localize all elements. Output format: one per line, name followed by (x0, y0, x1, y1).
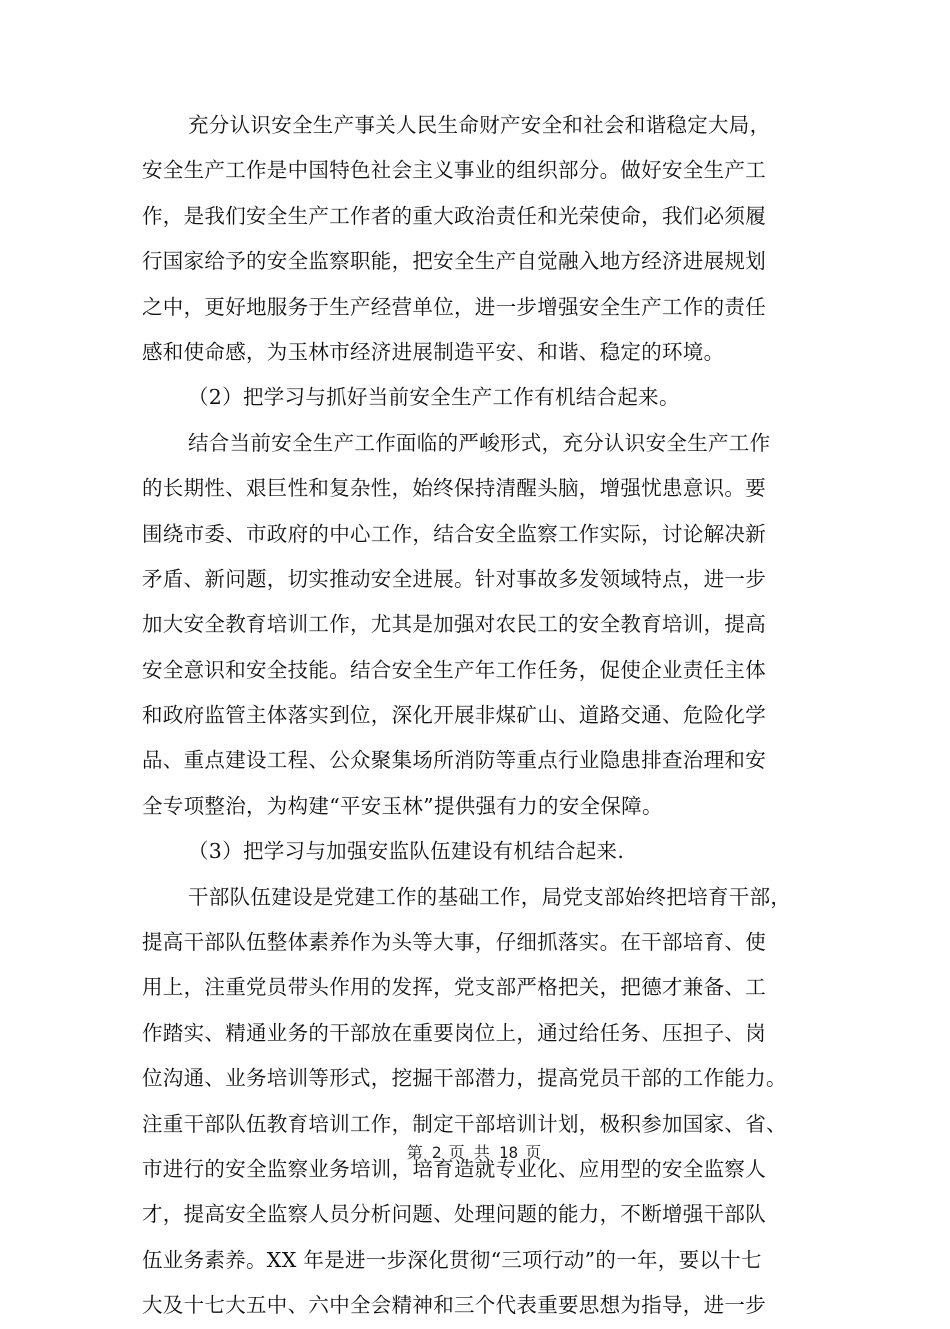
text-line: 位沟通、业务培训等形式，挖掘干部潜力，提高党员干部的工作能力。 (142, 1066, 787, 1091)
text-line: 市进行的安全监察业务培训，培育造就专业化、应用型的安全监察人 (142, 1156, 766, 1181)
text-line: 感和使命感，为玉林市经济进展制造平安、和谐、稳定的环境。 (142, 339, 725, 364)
text-line: 伍业务素养。XX 年是进一步深化贯彻“三项行动”的一年，要以十七 (142, 1247, 762, 1272)
text-line: 品、重点建设工程、公众聚集场所消防等重点行业隐患排查治理和安 (142, 748, 766, 773)
text-line: 作，是我们安全生产工作者的重大政治责任和光荣使命，我们必须履 (142, 203, 766, 228)
text-line: 加大安全教育培训工作，尤其是加强对农民工的安全教育培训，提高 (142, 612, 766, 637)
text-line: 提高干部队伍整体素养作为头等大事，仔细抓落实。在干部培育、使 (142, 930, 766, 955)
text-line: 全专项整治，为构建“平安玉林”提供强有力的安全保障。 (142, 793, 663, 818)
text-line: 安全意识和安全技能。结合安全生产年工作任务，促使企业责任主体 (142, 657, 766, 682)
text-line: （3）把学习与加强安监队伍建设有机结合起来. (188, 839, 625, 864)
footer-middle: 页 共 (448, 1143, 492, 1162)
text-line: 行国家给予的安全监察职能，把安全生产自觉融入地方经济进展规划 (142, 249, 766, 274)
text-line: 矛盾、新问题，切实推动安全进展。针对事故多发领域特点，进一步 (142, 566, 766, 591)
text-line: 和政府监管主体落实到位，深化开展非煤矿山、道路交通、危险化学 (142, 703, 766, 728)
text-line: 安全生产工作是中国特色社会主义事业的组织部分。做好安全生产工 (142, 158, 766, 183)
text-line: 注重干部队伍教育培训工作，制定干部培训计划，极积参加国家、省、 (142, 1111, 787, 1136)
text-line: 的长期性、艰巨性和复杂性，始终保持清醒头脑，增强忧患意识。要 (142, 476, 766, 501)
footer-prefix: 第 (406, 1143, 425, 1162)
text-line: 结合当前安全生产工作面临的严峻形式，充分认识安全生产工作 (188, 430, 771, 455)
footer-total-pages: 18 (498, 1143, 519, 1162)
footer-suffix: 页 (525, 1143, 544, 1162)
text-line: 之中，更好地服务于生产经营单位，进一步增强安全生产工作的责任 (142, 294, 766, 319)
text-line: 大及十七大五中、六中全会精神和三个代表重要思想为指导，进一步 (142, 1293, 766, 1318)
page-footer (0, 1140, 950, 1163)
text-line: 才，提高安全监察人员分析问题、处理问题的能力，不断增强干部队 (142, 1202, 766, 1227)
text-line: 作踏实、精通业务的干部放在重要岗位上，通过给任务、压担子、岗 (142, 1020, 766, 1045)
text-line: 干部队伍建设是党建工作的基础工作，局党支部始终把培育干部， (188, 884, 792, 909)
text-line: （2）把学习与抓好当前安全生产工作有机结合起来。 (188, 385, 680, 410)
text-line: 充分认识安全生产事关人民生命财产安全和社会和谐稳定大局， (188, 113, 771, 137)
text-line: 围绕市委、市政府的中心工作，结合安全监察工作实际，讨论解决新 (142, 521, 766, 546)
footer-page-number: 2 (431, 1143, 442, 1162)
text-line: 用上，注重党员带头作用的发挥，党支部严格把关，把德才兼备、工 (142, 975, 766, 1000)
